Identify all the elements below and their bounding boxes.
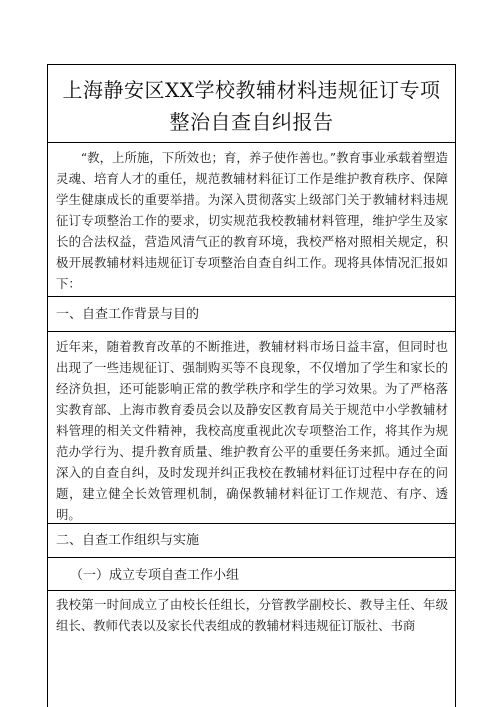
- table-border-right: [455, 64, 456, 707]
- section-1-body: 近年来，随着教育改革的不断推进，教辅材料市场日益丰富，但同时也出现了一些违规征订、强制购买等不良现象，不仅增加了学生和家长的经济负担，还可能影响正常的教学秩序和学生的学习效果。为了严格落实教育部、上海市教育委员会以及静安区教育局关于规范中小学教辅材料管理的相关文件精神，我校高度重视此次专项整治工作，将其作为规范办学行为、提升教育质量、维护教育公平的重要任务来抓。通过全面深入的自查自纠，及时发现并纠正我校在教辅材料征订过程中存在的问题，建立健全长效管理机制，确保教辅材料征订工作规范、有序、透明。: [56, 339, 448, 521]
- report-title-line-2: 整治自查自纠报告: [169, 110, 334, 134]
- row-divider: [47, 557, 456, 558]
- subsection-1-body: 我校第一时间成立了由校长任组长，分管教学副校长、教导主任、年级组长、教师代表以及家长代表组成的教辅材料违规征订版社、书商: [56, 597, 448, 633]
- table-border-top: [47, 64, 456, 65]
- intro-paragraph: “教，上所施，下所效也；育，养子使作善也。”教育事业承载着塑造灵魂、培育人才的重任，规范教辅材料征订工作是维护教育秩序、保障学生健康成长的重要举措。为深入贯彻落实上级部门关于教辅材料违规征订专项整治工作的要求，切实规范我校教辅材料管理，维护学生及家长的合法权益，营造风清气正的教育环境，我校严格对照相关规定，积极开展教辅材料违规征订专项整治自查自纠工作。现将具体情况汇报如下：: [56, 150, 448, 291]
- subsection-1-heading: （一）成立专项自查工作小组: [70, 568, 240, 583]
- row-divider: [47, 523, 456, 524]
- report-title-line-1: 上海静安区XX学校教辅材料违规征订专项: [62, 78, 441, 102]
- section-1-heading: 一、自查工作背景与目的: [56, 307, 200, 322]
- table-border-left: [47, 64, 48, 707]
- row-divider: [47, 142, 456, 143]
- row-divider: [47, 590, 456, 591]
- row-divider: [47, 331, 456, 332]
- section-2-heading: 二、自查工作组织与实施: [56, 533, 200, 548]
- row-divider: [47, 296, 456, 297]
